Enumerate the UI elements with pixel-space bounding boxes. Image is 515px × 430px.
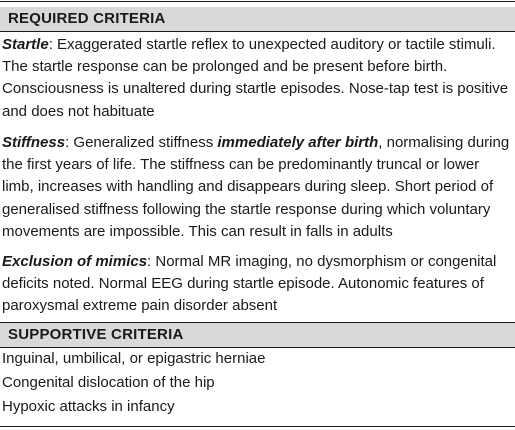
supportive-criteria-header (0, 322, 515, 348)
supportive-criteria-title: SUPPORTIVE CRITERIA (8, 326, 184, 343)
stiffness-emphasis: immediately after birth (217, 134, 379, 151)
stiffness-description-start: : Generalized stiffness (65, 134, 218, 151)
supportive-item: Inguinal, umbilical, or epigastric herniae (2, 350, 266, 367)
mimics-description: : Normal MR imaging, no dysmorphism or congenital deficits noted. Normal EEG during startle episode. Autonomic features of paroxysmal extreme pain disorder absent (2, 253, 497, 315)
mimics-criterion (2, 251, 512, 318)
supportive-item: Hypoxic attacks in infancy (2, 398, 175, 415)
top-rule (0, 1, 515, 2)
startle-criterion (2, 34, 512, 123)
stiffness-description-end: , normalising during the first years of life. The stiffness can be predominantly truncal or lower limb, increases with handling and disappears during sleep. Short period of generalised stiffness following the startle response during which voluntary movements are impossible. This can result in falls in adults (2, 134, 510, 240)
startle-term: Startle (2, 36, 49, 53)
stiffness-term: Stiffness (2, 134, 66, 151)
startle-description: : Exaggerated startle reflex to unexpected auditory or tactile stimuli. The startle response can be prolonged and be present before birth. Consciousness is unaltered during startle episodes. Nose-tap test is positive and does not habituate (2, 36, 509, 120)
mimics-term: Exclusion of mimics (2, 253, 148, 270)
stiffness-criterion (2, 132, 512, 243)
supportive-item: Congenital dislocation of the hip (2, 374, 215, 391)
required-criteria-title: REQUIRED CRITERIA (8, 10, 166, 27)
bottom-rule (0, 426, 515, 427)
required-criteria-header (0, 7, 515, 32)
